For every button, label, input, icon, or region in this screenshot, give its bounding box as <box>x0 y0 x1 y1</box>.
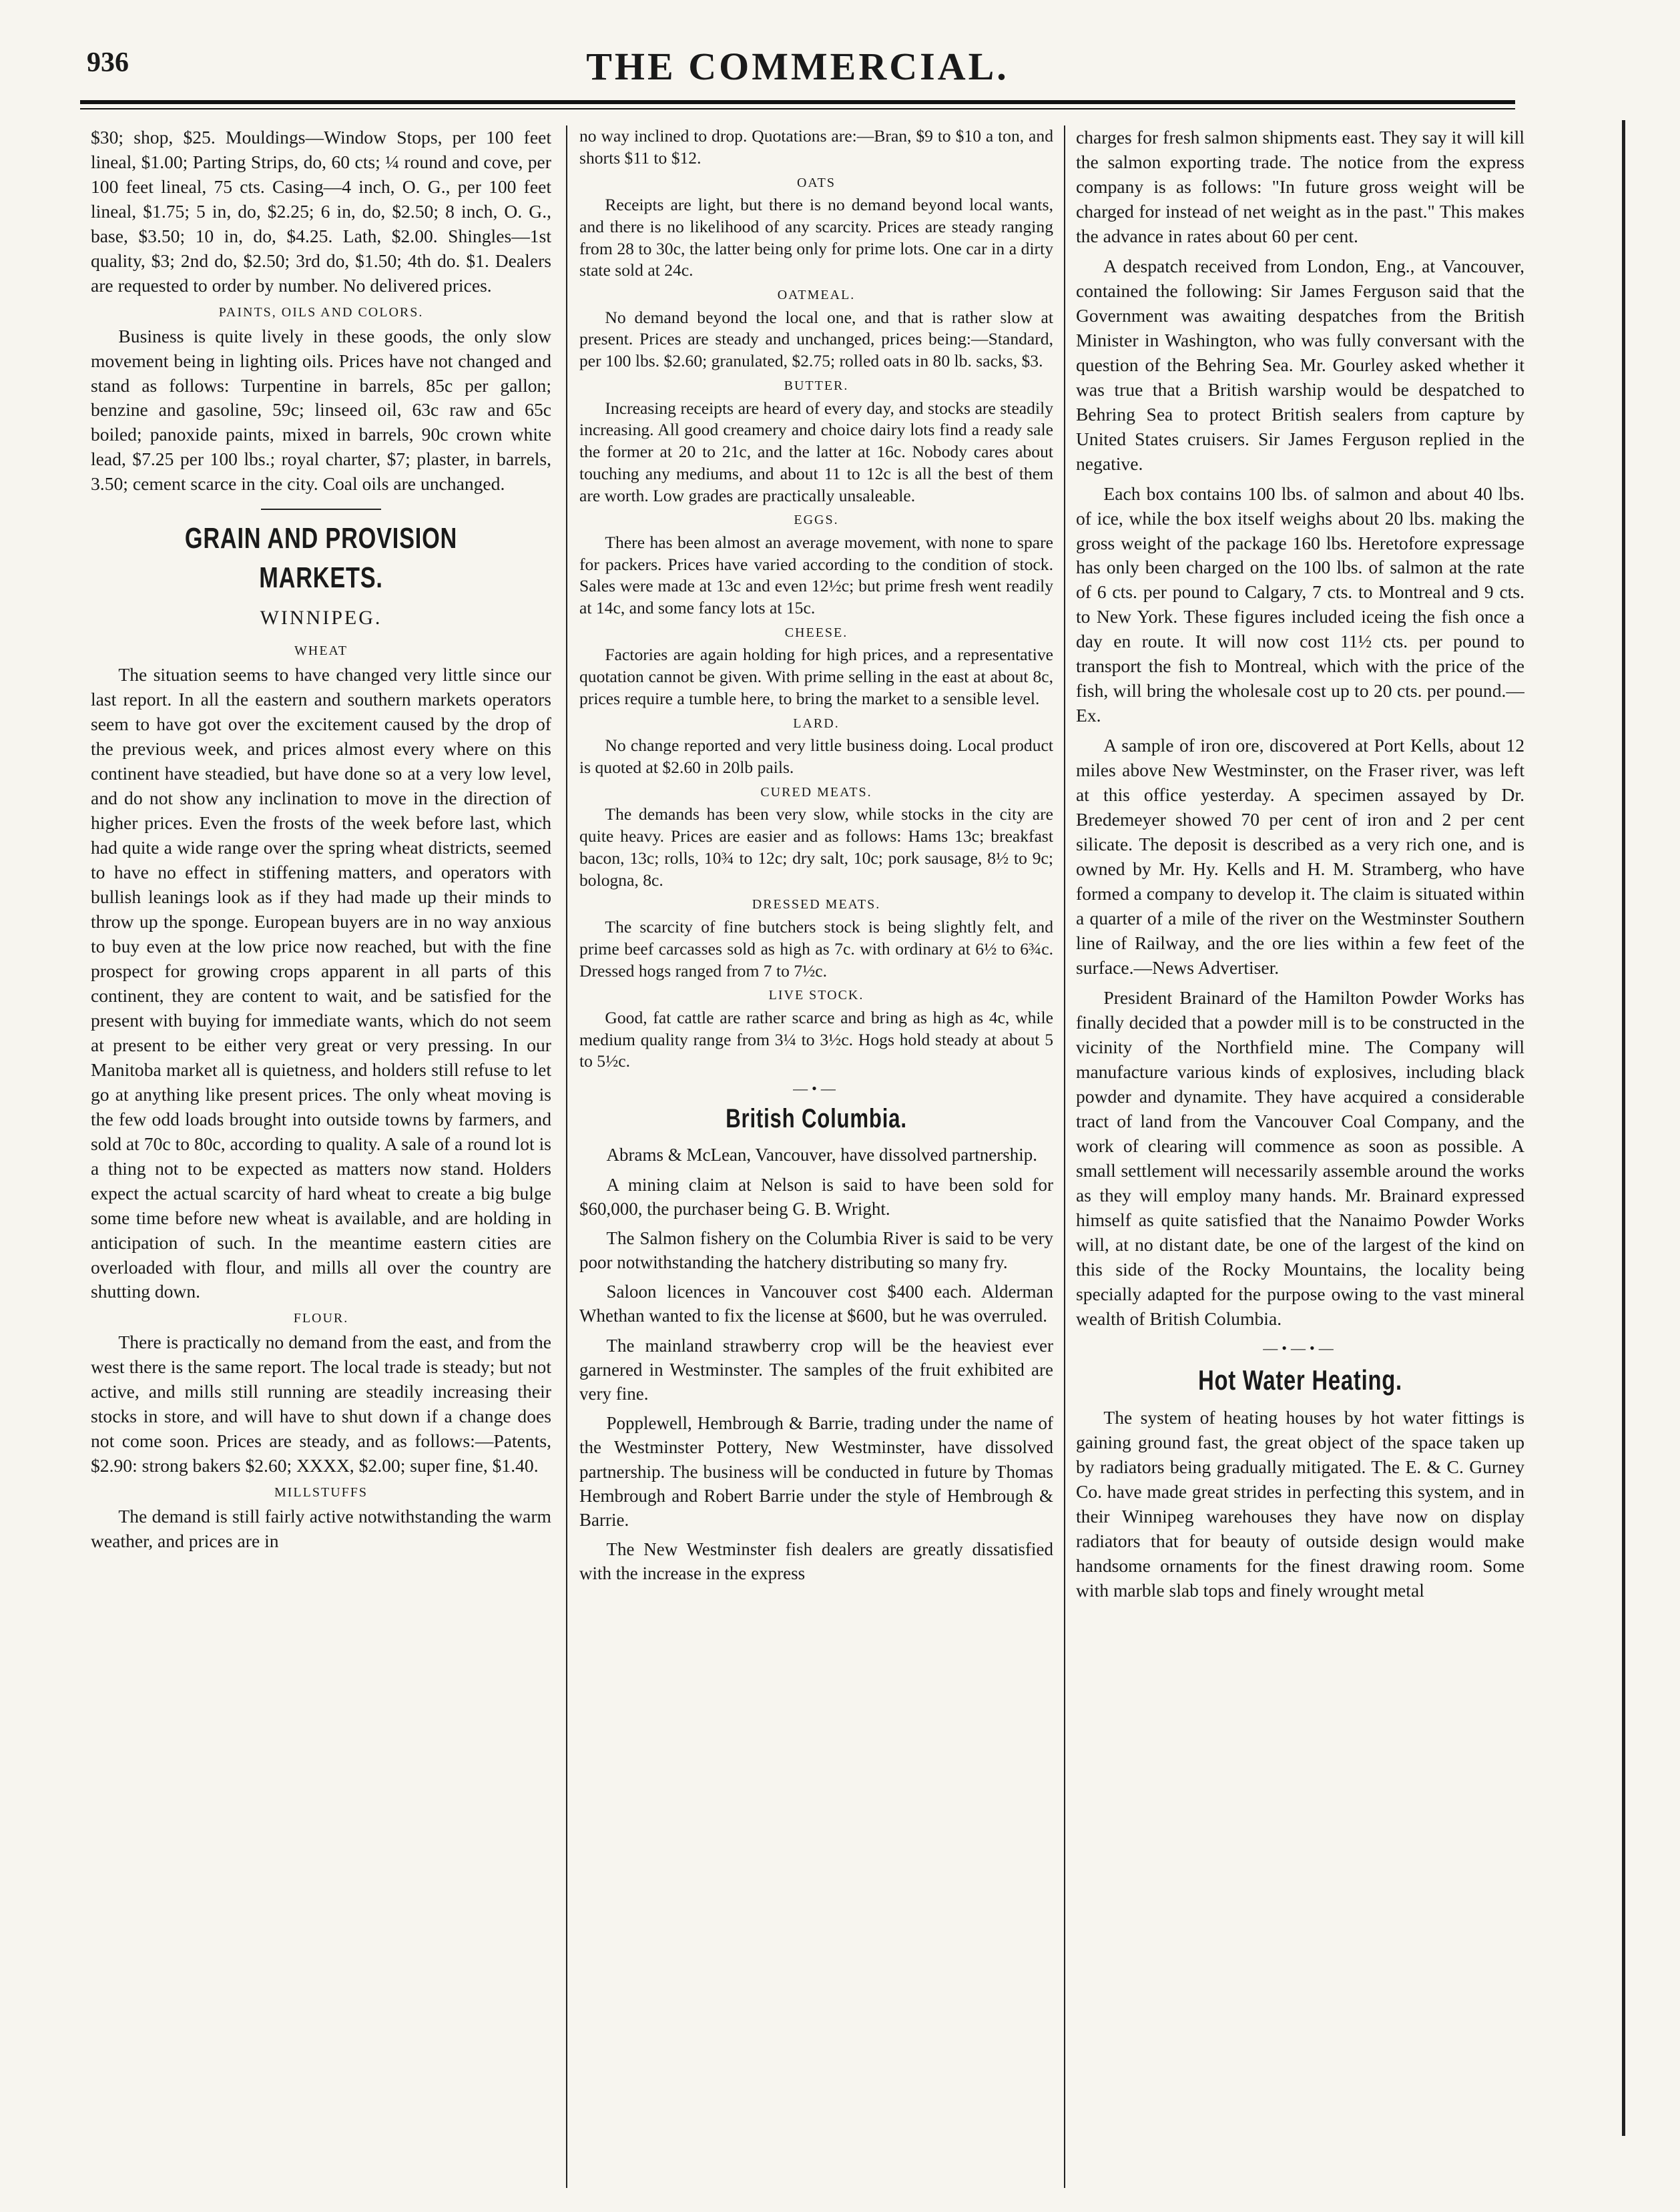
paragraph: Popplewell, Hembrough & Barrie, trading under the name of the Westminster Pottery, New Westminster, have dissolved partnership. The business will be conducted in future by Thomas Hembrough and Robert Barrie under the style of Hembrough & Barrie. <box>579 1413 1053 1530</box>
paragraph: Abrams & McLean, Vancouver, have dissolved partnership. <box>606 1145 1037 1165</box>
paragraph: A mining claim at Nelson is said to have been sold for $60,000, the purchaser being G. B. Wright. <box>579 1174 1053 1219</box>
article-title: Hot Water Heating. <box>1198 1364 1402 1396</box>
paragraph: There has been almost an average movement, with none to spare for packers. Prices have varied according to the condition of stock. Sales were made at 13c and even 12½c; but prime fresh went readily at 14c, and some fancy lots at 15c. <box>579 532 1053 618</box>
section-heading: OATS <box>796 175 836 190</box>
city-heading: WINNIPEG. <box>260 607 382 629</box>
column-1 <box>91 125 551 2188</box>
header-rule <box>80 100 1515 104</box>
paragraph: Each box contains 100 lbs. of salmon and about 40 lbs. of ice, while the box itself weighs about 20 lbs. making the gross weight of the package 160 lbs. Heretofore expressage has only been charged on the 100 lbs. of salmon at the rate of 6 cts. per pound to Calgary, 7 cts. to Montreal and 9 cts. to New York. These figures included iceing the fish once a day en route. It will now cost 11½ cts. per pound to transport the fish to Montreal, which with the price of the fish, will bring the wholesale cost up to 20 cts. per pound.—Ex. <box>1076 483 1524 726</box>
paragraph: President Brainard of the Hamilton Powder Works has finally decided that a powder mill is to be constructed in the vicinity of the Northfield mine. The Company will manufacture various kinds of explosives, including black powder and dynamite. They have acquired a considerable tract of land from the Vancouver Coal Company, and the work of clearing will commence as soon as possible. A small settlement will necessarily assemble around the works as they will employ many hands. Mr. Brainard expressed himself as quite satisfied that the Nanaimo Powder Works will, at no distant date, be one of the largest of the kind on this side of the Rocky Mountains, the locality being specially adapted for the purpose owing to the vast mineral wealth of British Columbia. <box>1076 987 1524 1329</box>
paragraph: The scarcity of fine butchers stock is being slightly felt, and prime beef carcasses sold as high as 7c. with ordinary at 6½ to 6¾c. Dressed hogs ranged from 7 to 7½c. <box>579 917 1053 981</box>
paragraph: The situation seems to have changed very little since our last report. In all the eastern and southern markets operators seem to have got over the excitement caused by the drop of the previous week, and prices almost every where on this continent have steadied, but have done so at a very low level, and do not show any inclination to move in the direction of higher prices. Even the frosts of the week before last, which had quite a wide range over the spring wheat districts, seemed to have no effect in stiffening matters, and operators with bullish leanings look as if they had made up their minds to throw up the sponge. European buyers are in no way anxious to buy even at the low price now reached, but with the fine prospect for growing crops apparent in all parts of this continent, they are content to wait, and be satisfied for the present with buying for immediate wants, which do not seem at present to be either very great or very pressing. In our Manitoba market all is quietness, and holders still refuse to let go at anything like present prices. The only wheat moving is the few odd loads brought into outside towns by farmers, and sold at 70c to 80c, according to quality. A sale of a round lot is a thing not to be expected as matters now stand. Holders expect the actual scarcity of hard wheat to create a big bulge some time before new wheat is available, and are holding in anticipation of such. In the meantime eastern cities are overloaded with flour, and mills all over the country are shutting down. <box>91 664 551 1302</box>
column-2 <box>579 125 1053 2188</box>
paragraph: no way inclined to drop. Quotations are:—Bran, $9 to $10 a ton, and shorts $11 to $12. <box>579 126 1053 168</box>
column-divider <box>566 125 567 2188</box>
paragraph: Good, fat cattle are rather scarce and bring as high as 4c, while medium quality range from 3¼ to 3½c. Hogs hold steady at about 5 to 5½c. <box>579 1007 1053 1071</box>
section-heading: DRESSED MEATS. <box>752 897 881 912</box>
section-heading: OATMEAL. <box>777 288 856 303</box>
page-edge-rule <box>1622 120 1625 2136</box>
paragraph: charges for fresh salmon shipments east. They say it will kill the salmon exporting trade. The notice from the express company is as follows: "In future gross weight will be charged for instead of net weight as in the past." This makes the advance in rates about 60 per cent. <box>1076 127 1524 246</box>
article-title: British Columbia. <box>726 1104 907 1134</box>
section-heading: MILLSTUFFS <box>274 1485 368 1500</box>
paragraph: The Salmon fishery on the Columbia River is said to be very poor notwithstanding the hatchery distributing so many fry. <box>579 1227 1053 1273</box>
column-3 <box>1076 125 1524 2188</box>
section-heading: WHEAT <box>294 643 348 659</box>
paragraph: The demands has been very slow, while stocks in the city are quite heavy. Prices are easier and as follows: Hams 13c; breakfast bacon, 13c; rolls, 10¾ to 12c; dry salt, 10c; pork sausage, 8½ to 9c; bologna, 8c. <box>579 804 1053 890</box>
header-rule-thin <box>80 108 1515 109</box>
paragraph: There is practically no demand from the east, and from the west there is the same report. The local trade is steady; but not active, and mills still running are steadily increasing their stocks in store, and will have to shut down if a change does not come soon. Prices are steady, and as follows:—Patents, $2.90: strong bakers $2.60; XXXX, $2.00; super fine, $1.40. <box>91 1332 551 1476</box>
separator-rule <box>261 509 381 510</box>
page-number: 936 <box>87 47 129 78</box>
section-heading: LIVE STOCK. <box>768 988 864 1003</box>
masthead-title: THE COMMERCIAL. <box>586 45 1009 88</box>
paragraph: Increasing receipts are heard of every day, and stocks are steadily increasing. All good creamery and choice dairy lots find a ready sale the former at 20 to 21c, and the latter at 16c. Nobody cares about touching any mediums, and about 11 to 12c is all the best of them are worth. Low grades are practically unsaleable. <box>579 398 1053 505</box>
paragraph: The demand is still fairly active notwithstanding the warm weather, and prices are in <box>91 1505 551 1551</box>
section-heading: CHEESE. <box>784 625 848 640</box>
paragraph: Factories are again holding for high prices, and a representative quotation cannot be given. With prime selling in the east at about 8c, prices require a tumble here, to bring the market to a sensible level. <box>579 645 1053 708</box>
paragraph: Receipts are light, but there is no demand beyond local wants, and there is no likelihood of any scarcity. Prices are steady ranging from 28 to 30c, the latter being only for prime lots. One car in a dirty state sold at 24c. <box>579 195 1053 280</box>
section-heading: LARD. <box>793 716 840 731</box>
article-title: GRAIN AND PROVISION MARKETS. <box>184 522 458 595</box>
paragraph: The mainland strawberry crop will be the heaviest ever garnered in Westminster. The samples of the fruit exhibited are very fine. <box>579 1335 1053 1404</box>
section-heading: FLOUR. <box>293 1311 349 1326</box>
paragraph: No change reported and very little business doing. Local product is quoted at $2.60 in 20lb pails. <box>579 736 1053 778</box>
section-heading: PAINTS, OILS AND COLORS. <box>218 304 424 320</box>
section-heading: CURED MEATS. <box>760 784 872 800</box>
paragraph: Business is quite lively in these goods, the only slow movement being in lighting oils. Prices have not changed and stand as follows: Turpentine in barrels, 85c per gallon; benzine and gasoline, 59c; linseed oil, 63c raw and 65c boiled; panoxide paints, mixed in barrels, 90c crown white lead, $7.25 per 100 lbs.; royal charter, $7; plaster, in barrels, 3.50; cement scarce in the city. Coal oils are unchanged. <box>91 325 551 495</box>
paragraph: No demand beyond the local one, and that is rather slow at present. Prices are steady and unchanged, prices being:—Standard, per 100 lbs. $2.60; granulated, $2.75; rolled oats in 80 lb. sacks, $3. <box>579 307 1053 371</box>
paragraph: $30; shop, $25. Mouldings—Window Stops, per 100 feet lineal, $1.00; Parting Strips, do, 60 cts; ¼ round and cove, per 100 feet lineal, 75 cts. Casing—4 inch, O. G., per 100 feet lineal, $1.75; 5 in, do, $2.25; 6 in, do, $2.50; 8 inch, O. G., base, $3.50; 10 in, do, $4.25. Lath, $2.00. Shingles—1st quality, $3; 2nd do, $2.50; 3rd do, $1.50; 4th do. $1. Dealers are requested to order by number. No delivered prices. <box>91 127 551 296</box>
paragraph: A despatch received from London, Eng., at Vancouver, contained the following: Sir James Ferguson said that the Government was awaiting despatches from the British Minister in Washington, who was fully conversant with the question of the Behring Sea. Mr. Gourley asked whether it was true that a British warship would be despatched to Behring Sea to protect British sealers from capture by United States cruisers. Sir James Ferguson replied in the negative. <box>1076 255 1524 474</box>
paragraph: A sample of iron ore, discovered at Port Kells, about 12 miles above New Westminster, on the Fraser river, was left at this office yesterday. A specimen assayed by Dr. Bredemeyer showed 70 per cent of iron and 2 per cent silicate. The deposit is described as a very rich one, and is owned by Mr. Hy. Kells and H. M. Stramberg, who have formed a company to develop it. The claim is situated within a quarter of a mile of the river on the Westminster Southern line of Railway, and the ore lies within a few feet of the surface.—News Advertiser. <box>1076 735 1524 978</box>
column-divider <box>1064 125 1065 2188</box>
ornament-separator: —•—•— <box>1263 1339 1338 1356</box>
ornament-separator: —•— <box>793 1080 840 1097</box>
section-heading: EGGS. <box>794 513 839 528</box>
paragraph: The New Westminster fish dealers are greatly dissatisfied with the increase in the express <box>579 1539 1053 1584</box>
section-heading: BUTTER. <box>784 378 849 393</box>
paragraph: The system of heating houses by hot water fittings is gaining ground fast, the great object of the space taken up by radiators being gradually mitigated. The E. & C. Gurney Co. have made great strides in perfecting this system, and in their Winnipeg warehouses they have now on display radiators that for beauty of outside design would make handsome ornaments for the finest drawing room. Some with marble slab tops and finely wrought metal <box>1076 1407 1524 1601</box>
paragraph: Saloon licences in Vancouver cost $400 each. Alderman Whethan wanted to fix the license at $600, but he was overruled. <box>579 1282 1053 1326</box>
